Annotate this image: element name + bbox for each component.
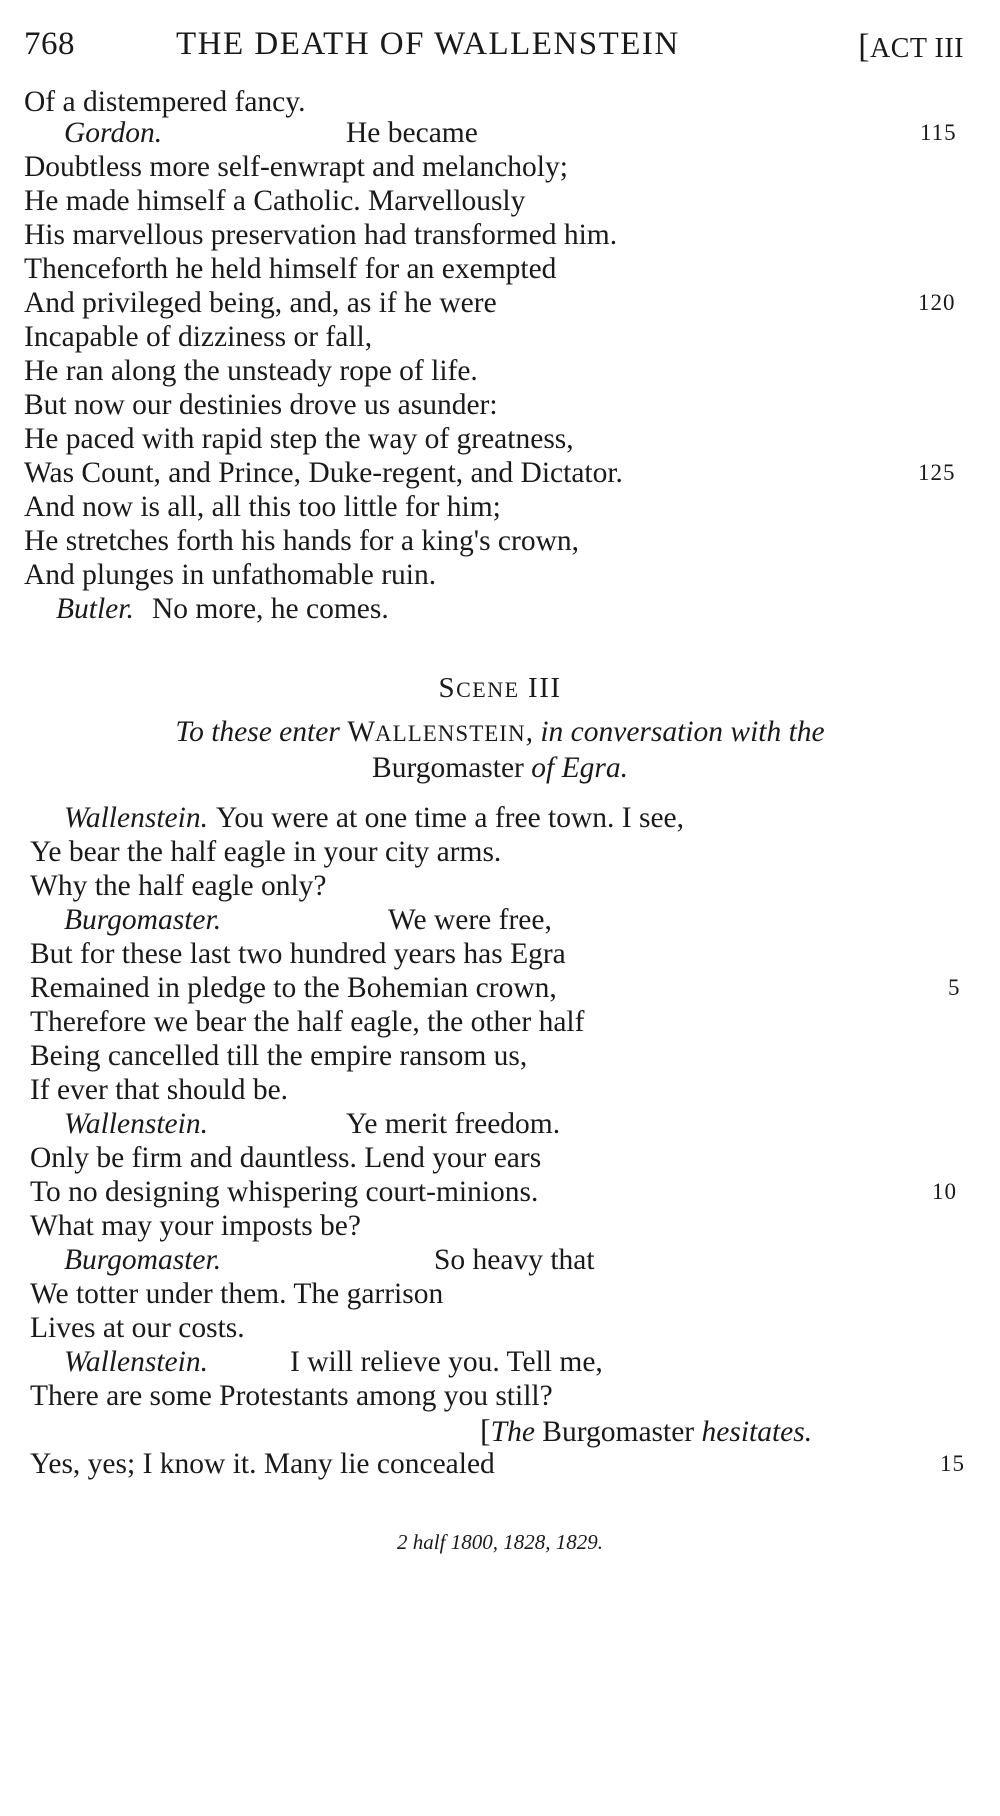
- verse-text: Ye merit freedom.: [346, 1108, 561, 1140]
- verse-text: There are some Protestants among you still?: [30, 1380, 553, 1412]
- verse-line: [0, 1378, 1000, 1414]
- verse-line: [0, 936, 1000, 972]
- stage-direction-hesitates: [The Burgomaster hesitates.: [480, 1412, 813, 1448]
- verse-text: He ran along the unsteady rope of life.: [24, 355, 478, 387]
- verse-text: No more, he comes.: [152, 593, 389, 625]
- verse-line: Yes, yes; I know it. Many lie concealed 15: [30, 1448, 965, 1480]
- footnote: 2 half 1800, 1828, 1829.: [397, 1530, 603, 1554]
- verse-line: [0, 523, 1000, 559]
- line-number: 125: [918, 460, 956, 485]
- verse-text: And now is all, all this too little for him;: [24, 491, 501, 523]
- verse-line: [0, 455, 1000, 491]
- verse-text: Therefore we bear the half eagle, the other half: [30, 1006, 585, 1038]
- verse-line: [0, 1106, 1000, 1142]
- verse-text: But now our destinies drove us asunder:: [24, 389, 498, 421]
- verse-line: [0, 1208, 1000, 1244]
- verse-line: [0, 251, 1000, 287]
- verse-line: [0, 800, 1000, 836]
- stage-direction-entry-2: Burgomaster of Egra.: [372, 752, 628, 784]
- verse-line: [0, 557, 1000, 593]
- scene-heading: SCENE III: [438, 672, 562, 704]
- verse-line: [0, 834, 1000, 870]
- verse-line: [0, 353, 1000, 389]
- line-number: 5: [948, 975, 961, 1000]
- verse-text: To no designing whispering court-minions.: [30, 1176, 539, 1208]
- verse-text: We were free,: [388, 904, 552, 936]
- verse-text: Doubtless more self-enwrapt and melancholy;: [24, 151, 568, 183]
- verse-line: [0, 1344, 1000, 1380]
- verse-line: [0, 1038, 1000, 1074]
- speaker-name: Burgomaster.: [64, 904, 222, 936]
- verse-line: [0, 149, 1000, 185]
- verse-text: Why the half eagle only?: [30, 870, 327, 902]
- verse-line: [0, 970, 1000, 1006]
- verse-line: [0, 387, 1000, 423]
- verse-text: Ye bear the half eagle in your city arms.: [30, 836, 502, 868]
- verse-text: He stretches forth his hands for a king's crown,: [24, 525, 580, 557]
- speaker-name: Wallenstein.: [64, 1108, 208, 1140]
- verse-line: [0, 1072, 1000, 1108]
- speaker-name: Gordon.: [64, 117, 163, 149]
- verse-text: Lives at our costs.: [30, 1312, 245, 1344]
- verse-text: And plunges in unfathomable ruin.: [24, 559, 437, 591]
- verse-line: [0, 591, 1000, 627]
- verse-text: So heavy that: [434, 1244, 595, 1276]
- line-number: 10: [932, 1179, 957, 1204]
- verse-line: [0, 319, 1000, 355]
- verse-text: Being cancelled till the empire ransom us,: [30, 1040, 528, 1072]
- verse-line: [0, 183, 1000, 219]
- verse-line: [0, 902, 1000, 938]
- verse-line: [0, 868, 1000, 904]
- verse-text: He paced with rapid step the way of greatness,: [24, 423, 574, 455]
- verse-line: [0, 1242, 1000, 1278]
- verse-line: [0, 115, 1000, 151]
- verse-line: [0, 489, 1000, 525]
- verse-line: [0, 1174, 1000, 1210]
- verse-line: [0, 1276, 1000, 1312]
- verse-text: If ever that should be.: [30, 1074, 289, 1106]
- verse-text: But for these last two hundred years has Egra: [30, 938, 566, 970]
- verse-line: [0, 285, 1000, 321]
- verse-line: [0, 1310, 1000, 1346]
- line-number: 15: [940, 1451, 965, 1476]
- verse-text: His marvellous preservation had transformed him.: [24, 219, 618, 251]
- verse-text: We totter under them. The garrison: [30, 1278, 444, 1310]
- line-number: 120: [918, 290, 956, 315]
- verse-text: And privileged being, and, as if he were: [24, 287, 497, 319]
- verse-text: Thenceforth he held himself for an exempted: [24, 253, 557, 285]
- speaker-name: Wallenstein.: [64, 802, 208, 834]
- verse-text: Of a distempered fancy.: [24, 86, 306, 118]
- verse-text: What may your imposts be?: [30, 1210, 361, 1242]
- verse-text: Incapable of dizziness or fall,: [24, 321, 373, 353]
- speaker-name: Burgomaster.: [64, 1244, 222, 1276]
- verse-text: Remained in pledge to the Bohemian crown,: [30, 972, 557, 1004]
- verse-line: [0, 217, 1000, 253]
- verse-text: He became: [346, 117, 478, 149]
- speaker-name: Butler.: [56, 593, 134, 625]
- running-header: [24, 26, 964, 66]
- stage-direction-entry: To these enter WALLENSTEIN, in conversation with the: [175, 716, 825, 748]
- verse-text: Was Count, and Prince, Duke-regent, and Dictator.: [24, 457, 623, 489]
- speaker-name: Wallenstein.: [64, 1346, 208, 1378]
- verse-text: Only be firm and dauntless. Lend your ears: [30, 1142, 542, 1174]
- verse-line: [0, 1004, 1000, 1040]
- verse-text: He made himself a Catholic. Marvellously: [24, 185, 526, 217]
- line-number: 115: [920, 120, 957, 145]
- verse-text: You were at one time a free town. I see,: [216, 802, 685, 834]
- verse-line: [0, 421, 1000, 457]
- page-number: 768: [24, 26, 75, 62]
- verse-line: [0, 1140, 1000, 1176]
- verse-text: I will relieve you. Tell me,: [290, 1346, 603, 1378]
- running-title: THE DEATH OF WALLENSTEIN: [176, 26, 680, 62]
- act-marker: [ACT III: [858, 28, 964, 65]
